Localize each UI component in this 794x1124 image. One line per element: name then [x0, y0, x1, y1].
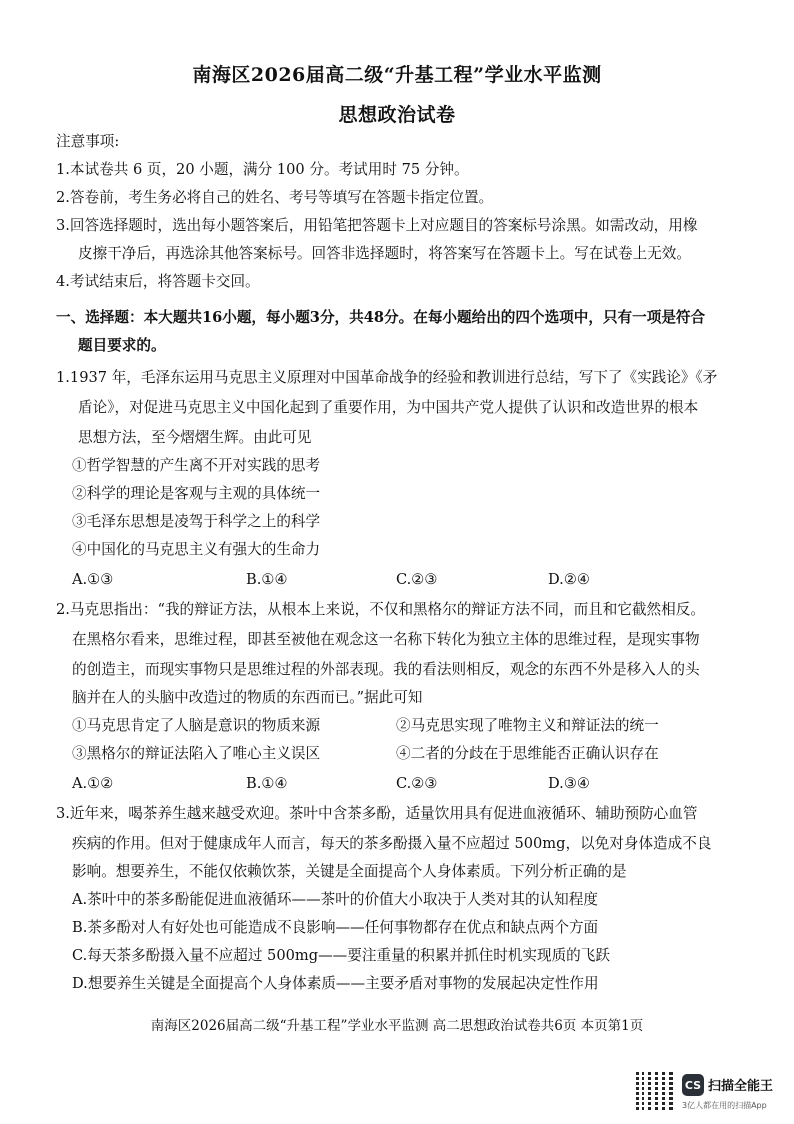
q1-stem: 1.1937 年，毛泽东运用马克思主义原理对中国革命战争的经验和教训进行总结，写下了《实践论》《矛	[56, 369, 718, 386]
section-heading: 一、选择题：本大题共16小题，每小题3分，共48分。在每小题给出的四个选项中，只有一项是符合	[56, 309, 706, 326]
note-item: 皮擦干净后，再选涂其他答案标号。回答非选择题时，将答案写在答题卡上。写在试卷上无效。	[78, 245, 691, 262]
q2-statement: ②马克思实现了唯物主义和辩证法的统一	[396, 717, 659, 734]
q1-statement: ①哲学智慧的产生离不开对实践的思考	[72, 457, 321, 474]
q3-option-b: B.茶多酚对人有好处也可能造成不良影响——任何事物都存在优点和缺点两个方面	[72, 919, 599, 936]
exam-subtitle: 思想政治试卷	[338, 104, 456, 126]
scanner-tagline: 3亿人都在用的扫描App	[682, 1101, 767, 1110]
q1-statement: ②科学的理论是客观与主观的具体统一	[72, 485, 321, 502]
q2-stem: 在黑格尔看来，思维过程，即甚至被他在观念这一名称下转化为独立主体的思维过程，是现实事物	[72, 631, 700, 648]
note-item: 2.答卷前，考生务必将自己的姓名、考号等填写在答题卡指定位置。	[56, 189, 494, 206]
q1-option-c: C.②③	[396, 571, 438, 588]
camscanner-logo-icon: CS	[682, 1074, 704, 1096]
q3-option-d: D.想要养生关键是全面提高个人身体素质——主要矛盾对事物的发展起决定性作用	[72, 975, 599, 992]
q3-option-a: A.茶叶中的茶多酚能促进血液循环——茶叶的价值大小取决于人类对其的认知程度	[72, 891, 598, 908]
note-item: 4.考试结束后，将答题卡交回。	[56, 273, 260, 290]
q2-option-c: C.②③	[396, 775, 438, 792]
q1-statement: ④中国化的马克思主义有强大的生命力	[72, 541, 321, 558]
scanner-app-name: 扫描全能王	[708, 1079, 774, 1094]
exam-title: 南海区2026届高二级“升基工程”学业水平监测	[192, 64, 602, 86]
q2-stem: 2.马克思指出：“我的辩证方法，从根本上来说，不仅和黑格尔的辩证方法不同，而且和它截然相反。	[56, 601, 705, 618]
q3-option-c: C.每天茶多酚摄入量不应超过 500mg——要注重量的积累并抓住时机实现质的飞跃	[72, 947, 610, 964]
note-item: 3.回答选择题时，选出每小题答案后，用铅笔把答题卡上对应题目的答案标号涂黑。如需改动，用橡	[56, 217, 698, 234]
q1-option-a: A.①③	[72, 571, 114, 588]
q2-option-d: D.③④	[548, 775, 590, 792]
q2-stem: 脑并在人的头脑中改造过的物质的东西而已。”据此可知	[72, 689, 423, 706]
q1-option-d: D.②④	[548, 571, 590, 588]
q2-statement: ④二者的分歧在于思维能否正确认识存在	[396, 745, 659, 762]
q1-stem: 思想方法，至今熠熠生辉。由此可见	[78, 429, 312, 446]
q3-stem: 疾病的作用。但对于健康成年人而言，每天的茶多酚摄入量不应超过 500mg，以免对身体造成不良	[72, 835, 712, 852]
q2-option-a: A.①②	[72, 775, 114, 792]
q2-option-b: B.①④	[246, 775, 288, 792]
q1-option-b: B.①④	[246, 571, 288, 588]
q2-statement: ③黑格尔的辩证法陷入了唯心主义误区	[72, 745, 321, 762]
q1-statement: ③毛泽东思想是凌驾于科学之上的科学	[72, 513, 321, 530]
q1-stem: 盾论》，对促进马克思主义中国化起到了重要作用，为中国共产党人提供了认识和改造世界的根本	[78, 399, 699, 416]
q3-stem: 影响。想要养生，不能仅依赖饮茶，关键是全面提高个人身体素质。下列分析正确的是	[72, 863, 627, 880]
page-footer: 南海区2026届高二级“升基工程”学业水平监测 高二思想政治试卷共6页 本页第1页	[150, 1018, 644, 1034]
section-heading-cont: 题目要求的。	[78, 337, 166, 354]
q2-stem: 的创造主，而现实事物只是思维过程的外部表现。我的看法则相反，观念的东西不外是移入人的头	[72, 661, 700, 678]
qr-code-icon	[636, 1072, 676, 1112]
note-item: 1.本试卷共 6 页，20 小题，满分 100 分。考试用时 75 分钟。	[56, 161, 469, 178]
q2-statement: ①马克思肯定了人脑是意识的物质来源	[72, 717, 321, 734]
q3-stem: 3.近年来，喝茶养生越来越受欢迎。茶叶中含茶多酚，适量饮用具有促进血液循环、辅助预防心血管	[56, 805, 698, 822]
notes-heading: 注意事项:	[56, 133, 120, 150]
